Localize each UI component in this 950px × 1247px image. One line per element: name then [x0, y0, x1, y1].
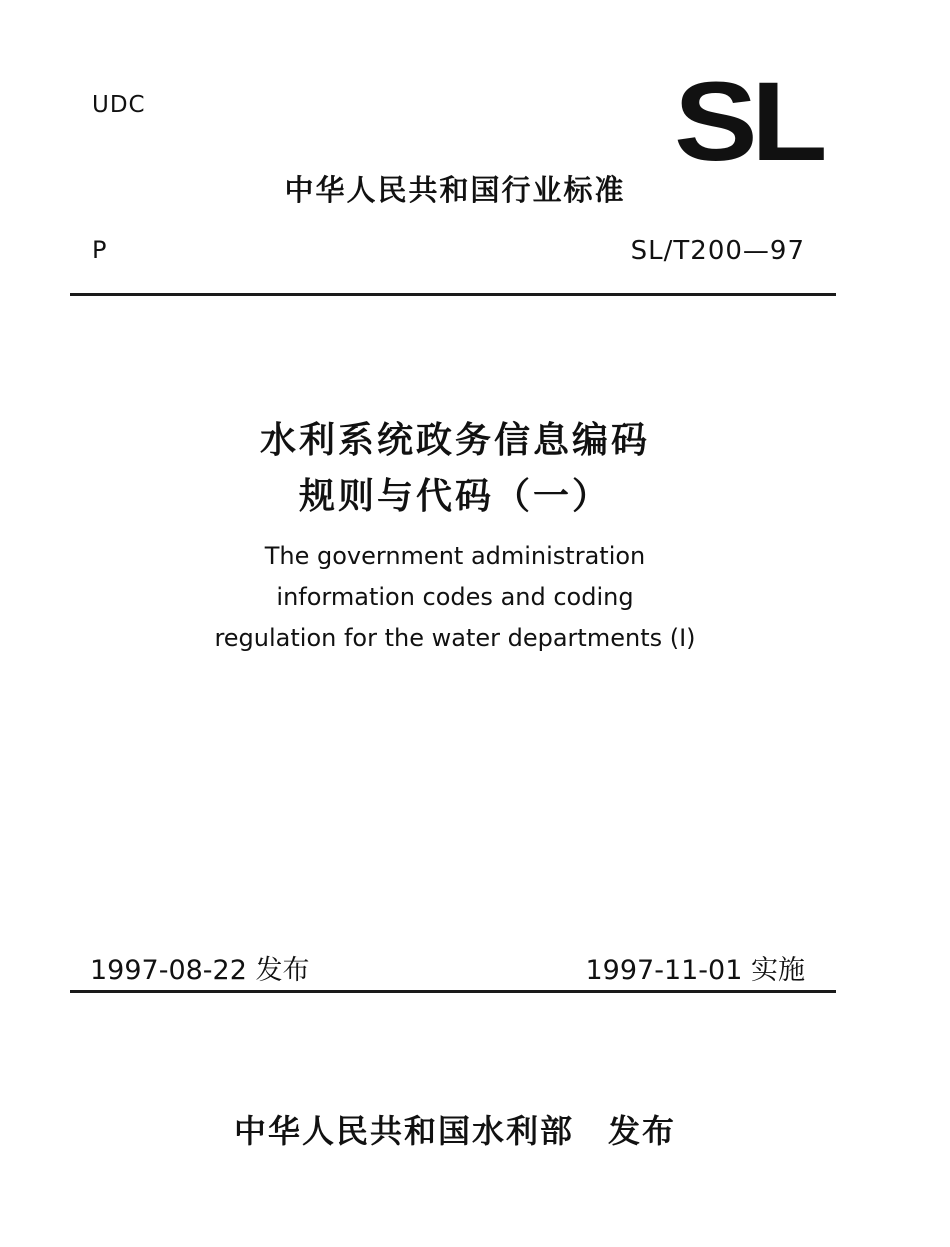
title-en-line1: The government administration — [264, 542, 646, 570]
top-divider — [70, 293, 836, 296]
title-cn-line2: 规则与代码（一） — [298, 476, 611, 517]
title-cn-line1: 水利系统政务信息编码 — [259, 420, 650, 461]
bottom-divider — [70, 990, 836, 993]
publisher: 中华人民共和国水利部 发布 — [233, 1112, 676, 1150]
issue-date: 1997-08-22 发布 — [90, 955, 310, 986]
standard-number: SL/T200—97 — [630, 236, 805, 266]
udc-label: UDC — [92, 92, 146, 118]
standard-type: 中华人民共和国行业标准 — [284, 173, 626, 207]
sl-logo: SL — [674, 59, 821, 184]
title-en-line2: information codes and coding — [276, 583, 634, 611]
effective-date: 1997-11-01 实施 — [585, 955, 805, 986]
category-code: P — [92, 236, 107, 264]
title-en-line3: regulation for the water departments (I) — [214, 624, 696, 652]
